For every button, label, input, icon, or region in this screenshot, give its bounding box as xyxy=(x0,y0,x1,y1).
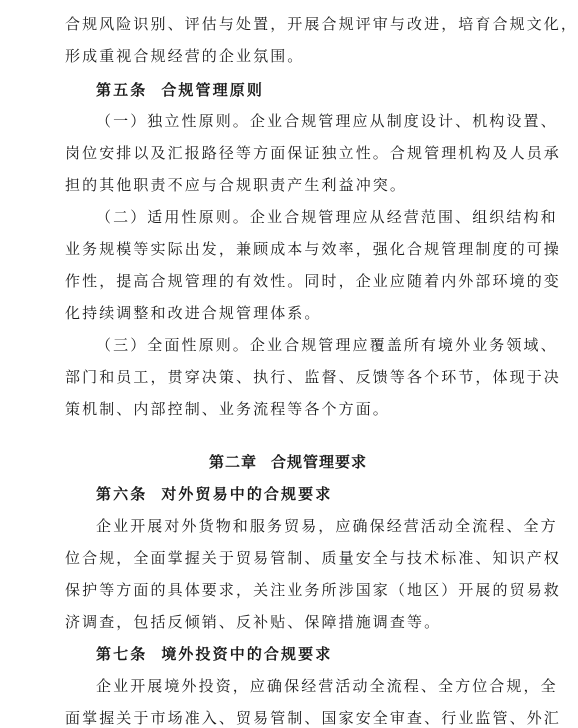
paragraph-line: 位合规，全面掌握关于贸易管制、质量安全与技术标准、知识产权 xyxy=(65,549,561,567)
article-6-heading xyxy=(96,484,517,504)
article-5-number: 第五条 xyxy=(96,81,148,99)
article-6-title: 对外贸易中的合规要求 xyxy=(161,485,333,503)
paragraph-line: 业务规模等实际出发，兼顾成本与效率，强化合规管理制度的可操 xyxy=(65,240,561,258)
paragraph-line: 面掌握关于市场准入、贸易管制、国家安全审查、行业监管、外汇 xyxy=(65,709,561,727)
article-5-title: 合规管理原则 xyxy=(161,81,264,99)
paragraph-line: 合规风险识别、评估与处置，开展合规评审与改进，培育合规文化， xyxy=(65,15,578,33)
article-7-title: 境外投资中的合规要求 xyxy=(161,645,333,663)
paragraph-line: 企业开展境外投资，应确保经营活动全流程、全方位合规，全 xyxy=(96,677,558,695)
paragraph-line: 部门和员工，贯穿决策、执行、监督、反馈等各个环节，体现于决 xyxy=(65,368,561,386)
paragraph-line: （三）全面性原则。企业合规管理应覆盖所有境外业务领域、 xyxy=(96,336,558,354)
article-7-number: 第七条 xyxy=(96,645,148,663)
chapter-2-heading xyxy=(0,452,576,472)
paragraph-line: 策机制、内部控制、业务流程等各个方面。 xyxy=(65,400,390,418)
paragraph-line: 形成重视合规经营的企业氛围。 xyxy=(65,47,305,65)
paragraph-line: 企业开展对外货物和服务贸易，应确保经营活动全流程、全方 xyxy=(96,517,558,535)
article-6-number: 第六条 xyxy=(96,485,148,503)
paragraph-line: （一）独立性原则。企业合规管理应从制度设计、机构设置、 xyxy=(96,112,558,130)
article-7-heading xyxy=(96,644,517,664)
paragraph-line: 保护等方面的具体要求，关注业务所涉国家（地区）开展的贸易救 xyxy=(65,581,561,599)
article-5-heading xyxy=(96,80,517,100)
chapter-2-number: 第二章 xyxy=(208,453,257,471)
paragraph-line: 作性，提高合规管理的有效性。同时，企业应随着内外部环境的变 xyxy=(65,272,561,290)
paragraph-line: （二）适用性原则。企业合规管理应从经营范围、组织结构和 xyxy=(96,208,558,226)
paragraph-line: 岗位安排以及汇报路径等方面保证独立性。合规管理机构及人员承 xyxy=(65,144,561,162)
paragraph-line: 担的其他职责不应与合规职责产生利益冲突。 xyxy=(65,176,408,194)
paragraph-line: 济调查，包括反倾销、反补贴、保障措施调查等。 xyxy=(65,613,442,631)
paragraph-line: 化持续调整和改进合规管理体系。 xyxy=(65,304,322,322)
chapter-2-title: 合规管理要求 xyxy=(271,453,368,471)
